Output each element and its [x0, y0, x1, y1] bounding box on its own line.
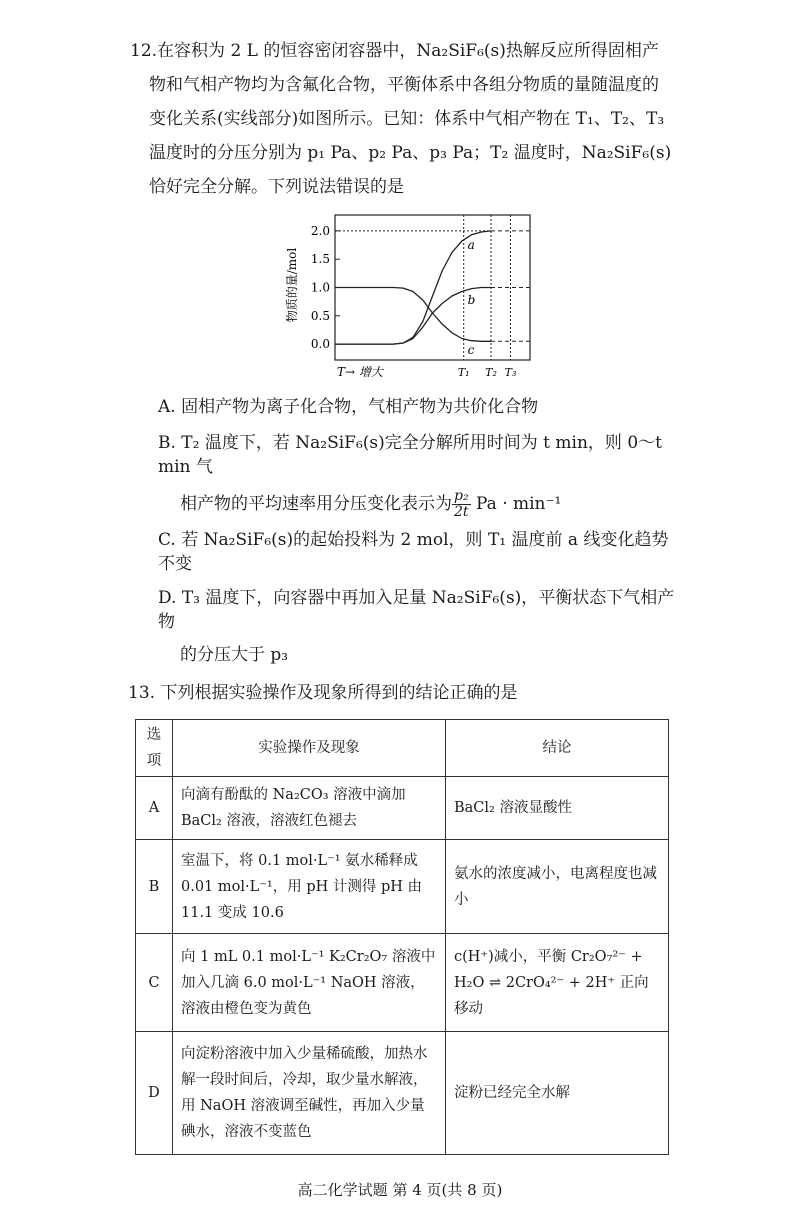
- y-tick-label: 0.5: [310, 308, 330, 323]
- chart-container: [285, 210, 545, 385]
- temperature-marker-label: T₂: [485, 366, 497, 379]
- option-b-line1: B. T₂ 温度下，若 Na₂SiF₆(s)完全分解所用时间为 t min，则 0～t min 气: [158, 433, 662, 477]
- x-axis-label: T→ 增大: [337, 365, 383, 379]
- fraction-denominator: 2t: [454, 504, 469, 520]
- row-operation: 向淀粉溶液中加入少量稀硫酸，加热水解一段时间后，冷却，取少量水解液，用 NaOH 溶液调至碱性，再加入少量碘水，溶液不变蓝色: [173, 1032, 446, 1155]
- series-label-a: a: [467, 238, 475, 253]
- row-option: A: [136, 777, 173, 840]
- question-stem: 在容积为 2 L 的恒容密闭容器中，Na₂SiF₆(s)热解反应所得固相产物和气相产物均为含氟化合物，平衡体系中各组分物质的量随温度的变化关系(实线部分)如图所示。已知：体系中气相产物在 T₁、T₂、T₃ 温度时的分压分别为 p₁ Pa、p₂ Pa、p₃ Pa；T₂ 温度时，Na₂SiF₆(s)恰好完全分解。下列说法错误的是: [149, 41, 672, 197]
- question-12: [130, 34, 675, 204]
- row-operation: 向 1 mL 0.1 mol·L⁻¹ K₂Cr₂O₇ 溶液中加入几滴 6.0 mol·L⁻¹ NaOH 溶液，溶液由橙色变为黄色: [173, 934, 446, 1032]
- series-label-c: c: [467, 342, 475, 357]
- option-d-line2: 的分压大于 p₃: [180, 645, 289, 665]
- row-operation: 向滴有酚酞的 Na₂CO₃ 溶液中滴加 BaCl₂ 溶液，溶液红色褪去: [173, 777, 446, 840]
- y-axis-label: 物质的量/mol: [285, 247, 299, 323]
- series-label-b: b: [467, 292, 476, 307]
- option-b-line2: [180, 489, 680, 520]
- row-conclusion: c(H⁺)减小，平衡 Cr₂O₇²⁻ + H₂O ⇌ 2CrO₄²⁻ + 2H⁺ 正向移动: [446, 934, 669, 1032]
- option-a: A. 固相产物为离子化合物，气相产物为共价化合物: [158, 397, 539, 417]
- row-conclusion: 淀粉已经完全水解: [446, 1032, 669, 1155]
- page-footer: 高二化学试题 第 4 页(共 8 页): [297, 1181, 503, 1199]
- option-b-unit: Pa · min⁻¹: [470, 494, 562, 514]
- table-row: [136, 777, 669, 840]
- table-row: [136, 840, 669, 934]
- table-row: [136, 934, 669, 1032]
- fraction-numerator: p₂: [454, 488, 469, 504]
- experiment-table: [135, 719, 669, 1155]
- header-conclusion: 结论: [446, 720, 669, 777]
- row-option: B: [136, 840, 173, 934]
- question-13: 13. 下列根据实验操作及现象所得到的结论正确的是: [128, 683, 518, 703]
- y-tick-label: 1.5: [310, 252, 330, 267]
- chart: [285, 210, 545, 385]
- question-number: 12.: [130, 41, 158, 61]
- header-operation: 实验操作及现象: [173, 720, 446, 777]
- y-tick-label: 2.0: [310, 223, 330, 238]
- temperature-marker-label: T₁: [457, 366, 470, 379]
- row-conclusion: BaCl₂ 溶液显酸性: [446, 777, 669, 840]
- row-option: D: [136, 1032, 173, 1155]
- table-row: [136, 1032, 669, 1155]
- y-tick-label: 0.0: [310, 337, 330, 352]
- temperature-marker-label: T₃: [504, 366, 517, 379]
- header-option: 选项: [136, 720, 173, 777]
- row-conclusion: 氨水的浓度减小，电离程度也减小: [446, 840, 669, 934]
- option-d-line1: D. T₃ 温度下，向容器中再加入足量 Na₂SiF₆(s)，平衡状态下气相产物: [158, 588, 675, 632]
- row-operation: 室温下，将 0.1 mol·L⁻¹ 氨水稀释成 0.01 mol·L⁻¹，用 pH 计测得 pH 由 11.1 变成 10.6: [173, 840, 446, 934]
- row-option: C: [136, 934, 173, 1032]
- option-b-text: 相产物的平均速率用分压变化表示为: [180, 494, 452, 514]
- fraction: [452, 489, 471, 520]
- option-c: C. 若 Na₂SiF₆(s)的起始投料为 2 mol，则 T₁ 温度前 a 线变化趋势不变: [158, 530, 669, 574]
- table-header: [136, 720, 669, 777]
- y-tick-label: 1.0: [310, 280, 330, 295]
